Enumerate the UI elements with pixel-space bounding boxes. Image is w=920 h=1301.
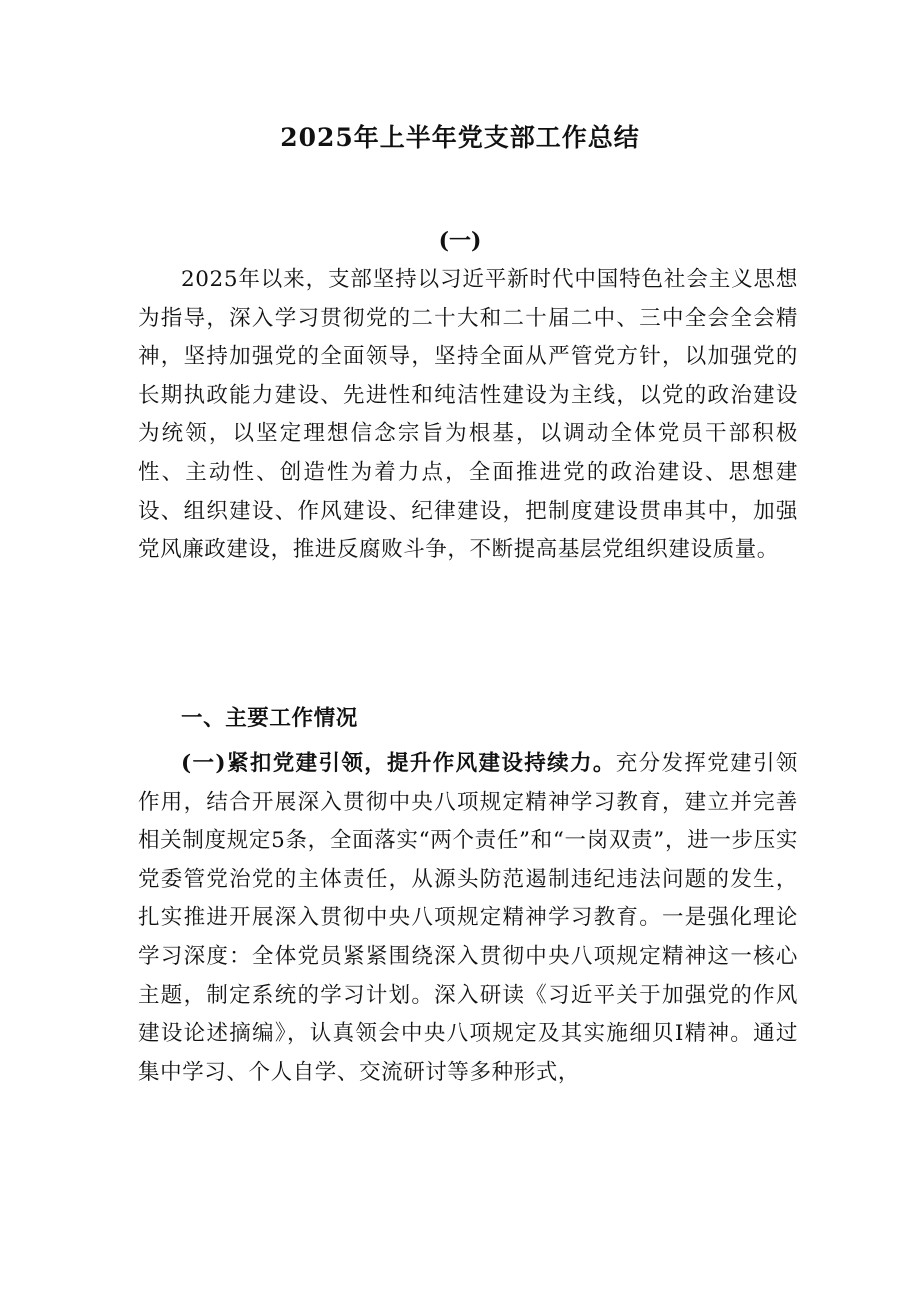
heading-main-work: 一、主要工作情况 [181, 706, 358, 731]
work-paragraph-lead: (一)紧扣党建引领，提升作风建设持续力。 [181, 751, 616, 776]
work-paragraph [138, 745, 798, 1092]
section-number: (一) [438, 228, 482, 254]
intro-paragraph: 2025年以来，支部坚持以习近平新时代中国特色社会主义思想为指导，深入学习贯彻党的二十大和二十届二中、三中全会全会精神，坚持加强党的全面领导，坚持全面从严管党方针，以加强党的长期执政能力建设、先进性和纯洁性建设为主线，以党的政治建设为统领，以坚定理想信念宗旨为根基，以调动全体党员干部积极性、主动性、创造性为着力点，全面推进党的政治建设、思想建设、组织建设、作风建设、纪律建设，把制度建设贯串其中，加强党风廉政建设，推进反腐败斗争，不断提高基层党组织建设质量。 [138, 267, 798, 563]
document-title: 2025年上半年党支部工作总结 [280, 123, 640, 152]
work-paragraph-body: 充分发挥党建引领作用，结合开展深入贯彻中央八项规定精神学习教育，建立并完善相关制度规定5条，全面落实“两个责任”和“一岗双责”，进一步压实党委管党治党的主体责任，从源头防范遏制违纪违法问题的发生，扎实推进开展深入贯彻中央八项规定精神学习教育。一是强化理论学习深度：全体党员紧紧围绕深入贯彻中央八项规定精神这一核心主题，制定系统的学习计划。深入研读《习近平关于加强党的作风建设论述摘编》，认真领会中央八项规定及其实施细贝I精神。通过集中学习、个人自学、交流研讨等多种形式， [138, 751, 798, 1085]
